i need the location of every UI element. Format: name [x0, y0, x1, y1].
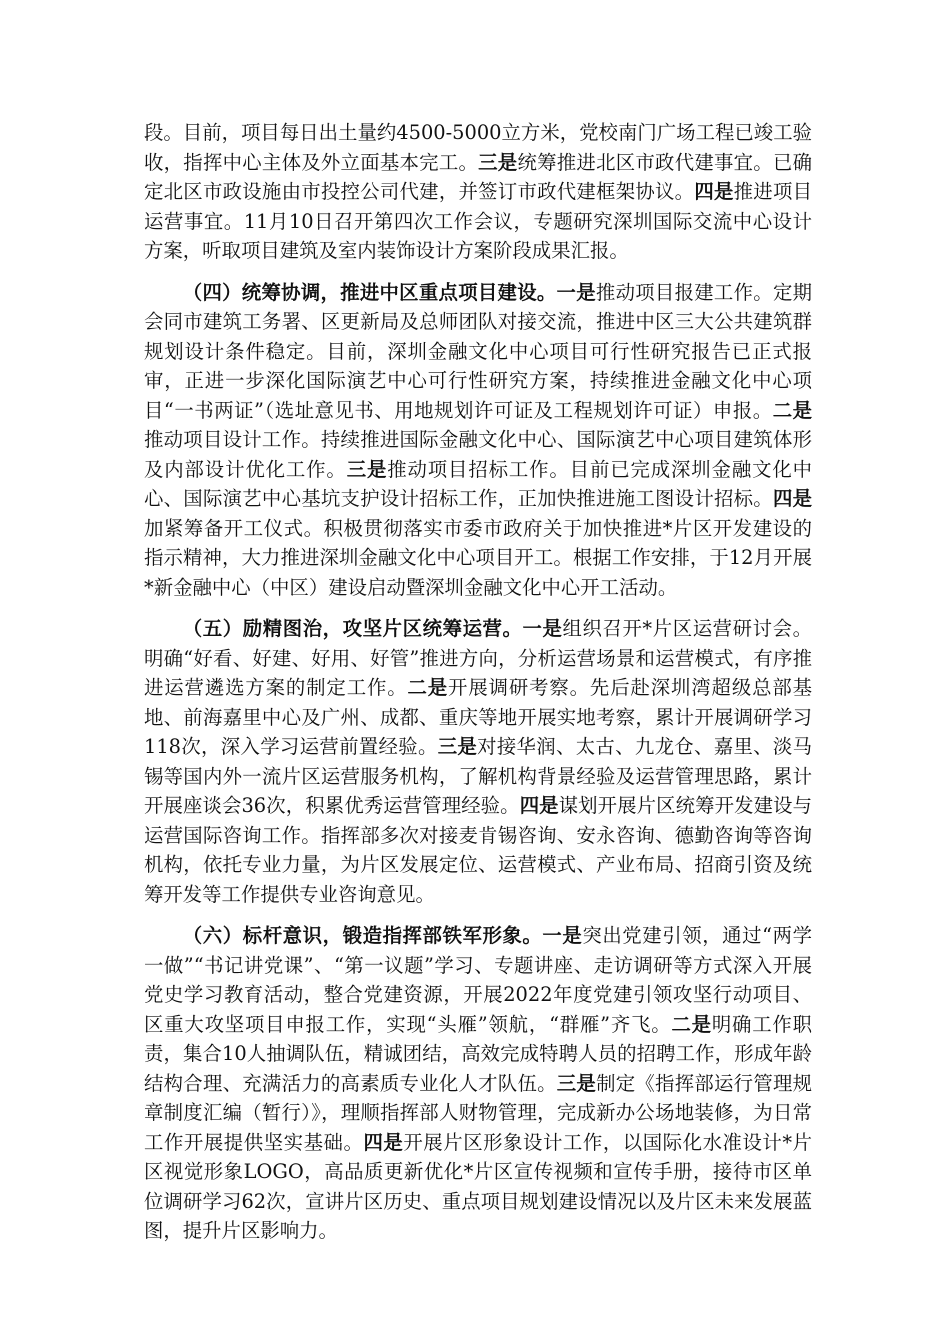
paragraph-text: 对接华润、太古、九龙仓、嘉里、淡马锡等国内外一流片区运营服务机构，了解机构背景经验及运营管理思路，累计开展座谈会36次，积累优秀运营管理经验。 [144, 735, 813, 817]
paragraph-text: 明确工作职责，集合10人抽调队伍，精诚团结，高效完成特聘人员的招聘工作，形成年龄结构合理、充满活力的高素质专业化人才队伍。 [144, 1012, 813, 1095]
paragraph-section-4 [144, 278, 812, 603]
paragraph-bold-lead: 三是 [478, 150, 518, 174]
paragraph-text: 突出党建引领，通过“两学一做”“书记讲党课”、“第一议题”学习、专题讲座、走访调研等方式深入开展党史学习教育活动，整合党建资源，开展2022年度党建引领攻坚行动项目、区重大攻坚项目申报工作，实现“头雁”领航，“群雁”齐飞。 [144, 924, 813, 1036]
section-heading: （四）统筹协调，推进中区重点项目建设。一是 [182, 280, 596, 304]
paragraph-text: 推进项目运营事宜。11月10日召开第四次工作会议，专题研究深圳国际交流中心设计方案，听取项目建筑及室内装饰设计方案阶段成果汇报。 [144, 180, 813, 262]
paragraph-text: 推动项目设计工作。持续推进国际金融文化中心、国际演艺中心项目建筑体形及内部设计优化工作。 [144, 428, 812, 481]
paragraph-bold-lead: 四是 [519, 794, 559, 817]
paragraph-section-5 [144, 614, 812, 909]
paragraph-bold-lead: 三是 [437, 735, 478, 758]
paragraph-text: 推动项目招标工作。目前已完成深圳金融文化中心、国际演艺中心基坑支护设计招标工作，正加快推进施工图设计招标。 [144, 457, 813, 510]
paragraph-text: 制定《指挥部运行管理规章制度汇编（暂行）》，理顺指挥部人财物管理，完成新办公场地装修，为日常工作开展提供坚实基础。 [144, 1071, 813, 1154]
paragraph-text: 加紧筹备开工仪式。积极贯彻落实市委市政府关于加快推进*片区开发建设的指示精神，大力推进深圳金融文化中心项目开工。根据工作安排，于12月开展*新金融中心（中区）建设启动暨深圳金融文化中心开工活动。 [144, 516, 812, 599]
paragraph-text: 开展调研考察。先后赴深圳湾超级总部基地、前海嘉里中心及广州、成都、重庆等地开展实地考察，累计开展调研学习118次，深入学习运营前置经验。 [144, 676, 813, 758]
paragraph-bold-lead: 三是 [346, 457, 388, 481]
paragraph-bold-lead: 四是 [363, 1130, 404, 1154]
paragraph-bold-lead: 二是 [772, 398, 813, 422]
section-heading: （六）标杆意识，锻造指挥部铁军形象。一是 [182, 924, 583, 947]
paragraph-bold-lead: 二是 [671, 1012, 712, 1036]
paragraph-bold-lead: 三是 [556, 1071, 597, 1095]
paragraph-text: 段。目前，项目每日出土量约4500-5000立方米，党校南门广场工程已竣工验收，指挥中心主体及外立面基本完工。 [144, 121, 812, 174]
paragraph-text: 组织召开*片区运营研讨会。明确“好看、好建、好用、好管”推进方向，分析运营场景和运营模式，有序推进运营遴选方案的制定工作。 [144, 617, 813, 699]
document-body [144, 118, 812, 1258]
paragraph-bold-lead: 四是 [772, 487, 812, 510]
paragraph-text: 推动项目报建工作。定期会同市建筑工务署、区更新局及总师团队对接交流，推进中区三大公共建筑群规划设计条件稳定。目前，深圳金融文化中心项目可行性研究报告已正式报审，正进一步深化国际演艺中心可行性研究方案，持续推进金融文化中心项目“一书两证”（选址意见书、用地规划许可证及工程规划许可证）申报。 [144, 280, 813, 422]
paragraph-bold-lead: 二是 [407, 676, 449, 699]
paragraph-text: 开展片区形象设计工作，以国际化水准设计*片区视觉形象LOGO，高品质更新优化*片区宣传视频和宣传手册，接待市区单位调研学习62次，宣讲片区历史、重点项目规划建设情况以及片区未来发展蓝图，提升片区影响力。 [144, 1130, 813, 1242]
paragraph-text: 谋划开展片区统筹开发建设与运营国际咨询工作。指挥部多次对接麦肯锡咨询、安永咨询、德勤咨询等咨询机构，依托专业力量，为片区发展定位、运营模式、产业布局、招商引资及统筹开发等工作提供专业咨询意见。 [144, 794, 813, 906]
paragraph-bold-lead: 四是 [694, 180, 734, 203]
paragraph-text: 统筹推进北区市政代建事宜。已确定北区市政设施由市投控公司代建，并签订市政代建框架协议。 [144, 150, 813, 203]
section-heading: （五）励精图治，攻坚片区统筹运营。一是 [182, 617, 563, 640]
paragraph-continuation [144, 118, 812, 266]
paragraph-section-6 [144, 921, 812, 1246]
